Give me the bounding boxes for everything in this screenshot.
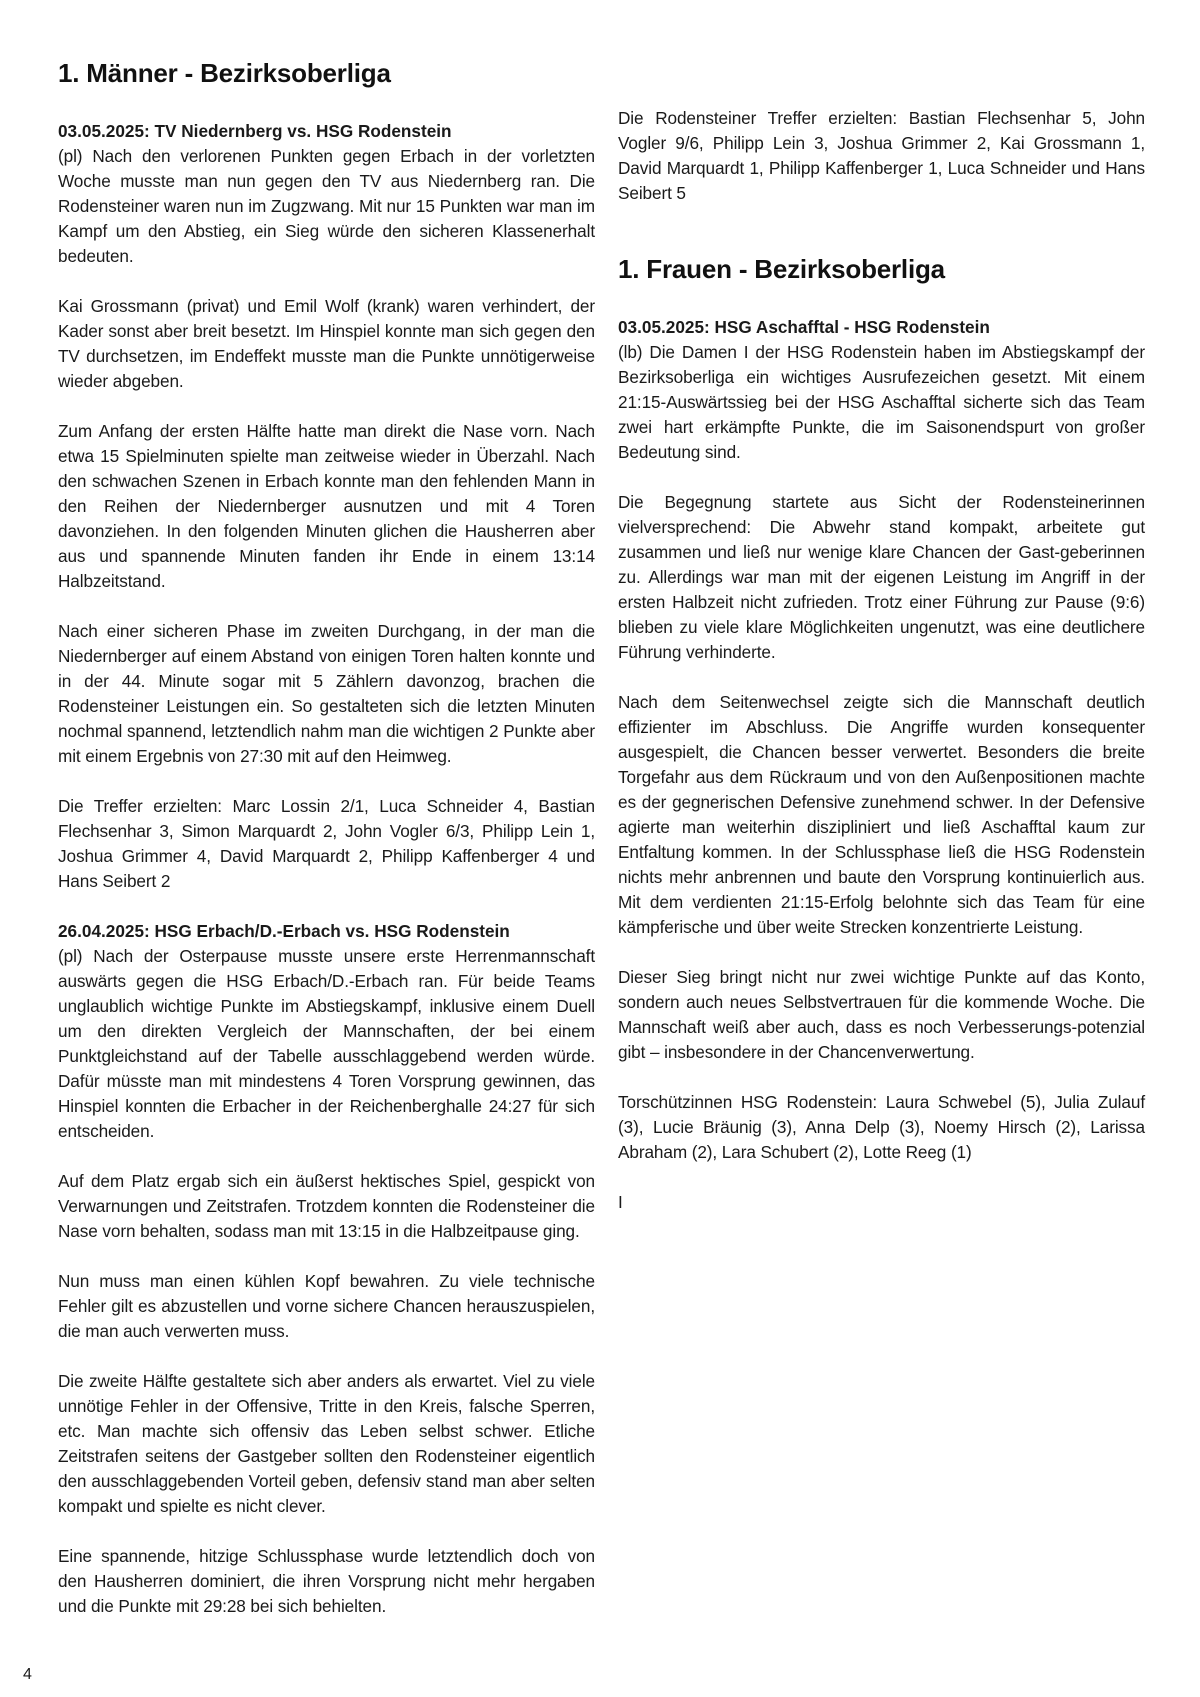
men-article2-heading: 26.04.2025: HSG Erbach/D.-Erbach vs. HSG Rodenstein bbox=[58, 921, 510, 941]
left-column bbox=[58, 0, 595, 1644]
women-article-scorers: Torschützinnen HSG Rodenstein: Laura Schwebel (5), Julia Zulauf (3), Lucie Bräunig (3), Anna Delp (3), Noemy Hirsch (2), Larissa Abraham (2), Lara Schubert (2), Lotte Reeg (1) bbox=[618, 1092, 1145, 1162]
women-article-heading: 03.05.2025: HSG Aschafftal - HSG Rodenstein bbox=[618, 317, 990, 337]
men-article2-paragraph: Nun muss man einen kühlen Kopf bewahren. Zu viele technische Fehler gilt es abzustellen und vorne sichere Chancen herauszuspielen, die man auch verwerten muss. bbox=[58, 1271, 595, 1341]
women-article-paragraph: Dieser Sieg bringt nicht nur zwei wichtige Punkte auf das Konto, sondern auch neues Selbstvertrauen für die kommende Woche. Die Mannschaft weiß aber auch, dass es noch Verbesserungs-potenzial gibt – insbesondere in der Chancenverwertung. bbox=[618, 967, 1145, 1062]
women-article-paragraph: Die Begegnung startete aus Sicht der Rodensteinerinnen vielversprechend: Die Abwehr stand kompakt, arbeitete gut zusammen und ließ nur wenige klare Chancen der Gast-geberinnen zu. Allerdings war man mit der eigenen Leistung im Angriff in der ersten Halbzeit nicht zufrieden. Trotz einer Führung zur Pause (9:6) blieben zu viele klare Möglichkeiten ungenutzt, was eine deutlichere Führung verhinderte. bbox=[618, 492, 1145, 662]
page-number: 4 bbox=[23, 1666, 32, 1683]
men-article2-paragraph: (pl) Nach der Osterpause musste unsere erste Herrenmannschaft auswärts gegen die HSG Erbach/D.-Erbach ran. Für beide Teams unglaublich wichtige Punkte im Abstiegskampf, inklusive einem Duell um den direkten Vergleich der Mannschaften, der bei einem Punktgleichstand auf der Tabelle ausschlaggebend werden würde. Dafür müsste man mit mindestens 4 Toren Vorsprung gewinnen, das Hinspiel konnten die Erbacher in der Reichenberghalle 24:27 für sich entscheiden. bbox=[58, 946, 595, 1141]
women-article-paragraph: (lb) Die Damen I der HSG Rodenstein haben im Abstiegskampf der Bezirksoberliga ein wichtiges Ausrufezeichen gesetzt. Mit einem 21:15-Auswärtssieg bei der HSG Aschafftal sicherte sich das Team zwei hart erkämpfte Punkte, die im Saisonendspurt von großer Bedeutung sind. bbox=[618, 342, 1145, 462]
men-article1-scorers: Die Treffer erzielten: Marc Lossin 2/1, Luca Schneider 4, Bastian Flechsenhar 3, Simon Marquardt 2, John Vogler 6/3, Philipp Lein 1, Joshua Grimmer 4, David Marquardt 2, Philipp Kaffenberger 4 und Hans Seibert 2 bbox=[58, 796, 595, 891]
right-column bbox=[618, 0, 1145, 1240]
women-section-title: 1. Frauen - Bezirksoberliga bbox=[618, 254, 945, 284]
text-cursor-mark: I bbox=[618, 1192, 623, 1212]
men-article1-paragraph: Zum Anfang der ersten Hälfte hatte man direkt die Nase vorn. Nach etwa 15 Spielminuten spielte man zeitweise wieder in Überzahl. Nach den schwachen Szenen in Erbach konnte man den fehlenden Mann in den Reihen der Niedernberger ausnutzen und mit 4 Toren davonziehen. In den folgenden Minuten glichen die Hausherren aber aus und spannende Minuten fanden ihr Ende in einem 13:14 Halbzeitstand. bbox=[58, 421, 595, 591]
men-article1-paragraph: (pl) Nach den verlorenen Punkten gegen Erbach in der vorletzten Woche musste man nun gegen den TV aus Niedernberg ran. Die Rodensteiner waren nun im Zugzwang. Mit nur 15 Punkten war man im Kampf um den Abstieg, ein Sieg würde den sicheren Klassenerhalt bedeuten. bbox=[58, 146, 595, 266]
men-article1-heading: 03.05.2025: TV Niedernberg vs. HSG Rodenstein bbox=[58, 121, 452, 141]
men-article1-paragraph: Kai Grossmann (privat) und Emil Wolf (krank) waren verhindert, der Kader sonst aber breit besetzt. Im Hinspiel konnte man sich gegen den TV durchsetzen, im Endeffekt musste man die Punkte unnötigerweise wieder abgeben. bbox=[58, 296, 595, 391]
men-article2-paragraph: Die zweite Hälfte gestaltete sich aber anders als erwartet. Viel zu viele unnötige Fehler in der Offensive, Tritte in den Kreis, falsche Sperren, etc. Man machte sich offensiv das Leben selbst schwer. Etliche Zeitstrafen seitens der Gastgeber sollten den Rodensteiner eigentlich den ausschlaggebenden Vorteil geben, defensiv stand man aber selten kompakt und spielte es nicht clever. bbox=[58, 1371, 595, 1516]
men-section-title: 1. Männer - Bezirksoberliga bbox=[58, 58, 391, 88]
men-article2-paragraph: Auf dem Platz ergab sich ein äußerst hektisches Spiel, gespickt von Verwarnungen und Zeitstrafen. Trotzdem konnten die Rodensteiner die Nase vorn behalten, sodass man mit 13:15 in die Halbzeitpause ging. bbox=[58, 1171, 595, 1241]
men-article2-paragraph: Eine spannende, hitzige Schlussphase wurde letztendlich doch von den Hausherren dominiert, die ihren Vorsprung nicht mehr hergaben und die Punkte mit 29:28 bei sich behielten. bbox=[58, 1546, 595, 1616]
men-article2-scorers: Die Rodensteiner Treffer erzielten: Bastian Flechsenhar 5, John Vogler 9/6, Philipp Lein 3, Joshua Grimmer 2, Kai Grossmann 1, David Marquardt 1, Philipp Kaffenberger 1, Luca Schneider und Hans Seibert 5 bbox=[618, 108, 1145, 203]
women-article-paragraph: Nach dem Seitenwechsel zeigte sich die Mannschaft deutlich effizienter im Abschluss. Die Angriffe wurden konsequenter ausgespielt, die Chancen besser verwertet. Besonders die breite Torgefahr aus dem Rückraum und von den Außenpositionen machte es der gegnerischen Defensive zunehmend schwer. In der Defensive agierte man weiterhin diszipliniert und ließ Aschafftal kaum zur Entfaltung kommen. In der Schlussphase ließ die HSG Rodenstein nichts mehr anbrennen und baute den Vorsprung kontinuierlich aus. Mit dem verdienten 21:15-Erfolg belohnte sich das Team für eine kämpferische und über weite Strecken konzentrierte Leistung. bbox=[618, 692, 1145, 937]
men-article1-paragraph: Nach einer sicheren Phase im zweiten Durchgang, in der man die Niedernberger auf einem Abstand von einigen Toren halten konnte und in der 44. Minute sogar mit 5 Zählern davonzog, brachen die Rodensteiner Leistungen ein. So gestalteten sich die letzten Minuten nochmal spannend, letztendlich nahm man die wichtigen 2 Punkte aber mit einem Ergebnis von 27:30 mit auf den Heimweg. bbox=[58, 621, 595, 766]
